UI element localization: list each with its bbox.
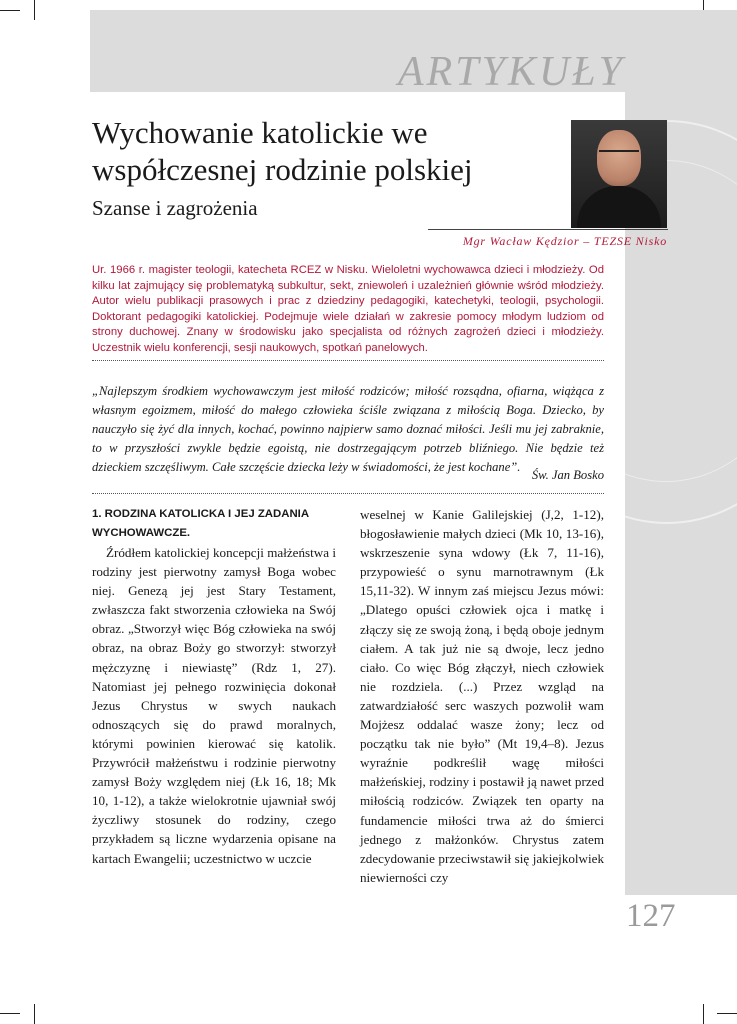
page-number: 127 xyxy=(626,898,676,934)
crop-mark xyxy=(703,1004,704,1024)
crop-mark xyxy=(0,1013,20,1014)
crop-mark xyxy=(0,10,20,11)
author-photo xyxy=(571,120,667,228)
section-title: ARTYKUŁY xyxy=(397,49,625,95)
dotted-divider xyxy=(92,493,604,494)
paragraph: Źródłem katolickiej koncepcji małżeństwa i rodziny jest pierwotny zamysł Boga wobec niej. Genezą jej jest Stary Testament, zwłaszcza fakt stworzenia człowieka na Swój obraz. „Stworzył więc Bóg człowieka na swój obraz, na obraz Boży go stworzył: stworzył mężczyznę i niewiastę” (Rdz 1, 27). Natomiast jej pełnego rozwinięcia dokonał Jezus Chrystus w swych naukach odnoszących się do prawd moralnych, którymi powinien kierować się katolik. Przywrócił małżeństwu i rodzinie pierwotny zamysł Boży względem niej (Łk 16, 18; Mk 10, 1-12), a także wielokrotnie ujawniał swój życzliwy stosunek do rodziny, czego przykładem są liczne wydarzenia opisane na kartach Ewangelii; uczestnictwo w uczcie xyxy=(92,545,336,866)
article-subtitle: Szanse i zagrożenia xyxy=(92,196,258,220)
author-photo-body xyxy=(577,186,661,228)
paragraph: weselnej w Kanie Galilejskiej (J,2, 1-12), błogosławienie małych dzieci (Mk 10, 13-16), wskrzeszenie syna wdowy (Łk 7, 11-16), przypowieść o synu marnotrawnym (Łk 15,11-32). W innym zaś miejscu Jezus mówi: „Dlatego opuści człowiek ojca i matkę i złączy się ze swoją żoną, i będą oboje jednym ciałem. A tak już nie są dwoje, lecz jedno ciało. Co więc Bóg złączył, niech człowiek nie rozdziela. (...) Przez wzgląd na zatwardziałość serc waszych pozwolił wam Mojżesz oddalać wasze żony; lecz od początku tak nie było” (Mt 19,4–8). Jezus wyraźnie podkreślił wagę miłości małżeńskiej, rodziny i postawił ją nawet przed miłością rodziców. Związek ten oparty na fundamencie miłości trwa aż do śmierci jednego z małżonków. Chrystus zatem zdecydowanie przeciwstawił się jakiejkolwiek niewierności czy xyxy=(360,507,604,885)
epigraph-source: Św. Jan Bosko xyxy=(531,468,604,482)
text-column-left xyxy=(92,505,336,868)
dotted-divider xyxy=(92,360,604,361)
crop-mark xyxy=(34,0,35,20)
epigraph-quote: „Najlepszym środkiem wychowawczym jest miłość rodziców; miłość rozsądna, ofiarna, wiążąca z własnym egoizmem, miłość do małego człowieka ściśle związana z miłością Boga. Dziecko, by nauczyło się żyć dla innych, kochać, powinno najpierw samo doznać miłości. Jeśli mu jej zabraknie, to w przyszłości zwykle będzie egoistą, nie dostrzegającym potrzeb bliźniego. Nie będzie też dzieckiem szczęśliwym. Całe szczęście dziecka leży w świadomości, że jest kochane”. xyxy=(92,384,604,474)
text-column-right xyxy=(360,505,604,887)
author-photo-glasses xyxy=(599,150,639,160)
crop-mark xyxy=(717,1013,737,1014)
article-author: Mgr Wacław Kędzior – TEZSE Nisko xyxy=(462,234,667,248)
section-heading: 1. RODZINA KATOLICKA I JEJ ZADANIA WYCHOWAWCZE. xyxy=(92,508,309,539)
article-title: Wychowanie katolickie we współczesnej rodzinie polskiej xyxy=(92,115,473,187)
author-divider xyxy=(428,229,668,230)
crop-mark xyxy=(34,1004,35,1024)
author-bio: Ur. 1966 r. magister teologii, katecheta RCEZ w Nisku. Wieloletni wychowawca dzieci i młodzieży. Od kilku lat zajmujący się problematyką subkultur, sekt, zniewoleń i uzależnień głównie wśród młodzieży. Autor wielu publikacji prasowych i prac z dziedziny pedagogiki, katechetyki, teologii, psychologii. Doktorant pedagogiki katolickiej. Podejmuje wiele działań w zakresie pomocy młodym ludziom od strony duchowej. Znany w środowisku jako specjalista od różnych zagrożeń dzieci i młodzieży. Uczestnik wielu konferencji, sesji naukowych, spotkań panelowych. xyxy=(92,264,604,354)
